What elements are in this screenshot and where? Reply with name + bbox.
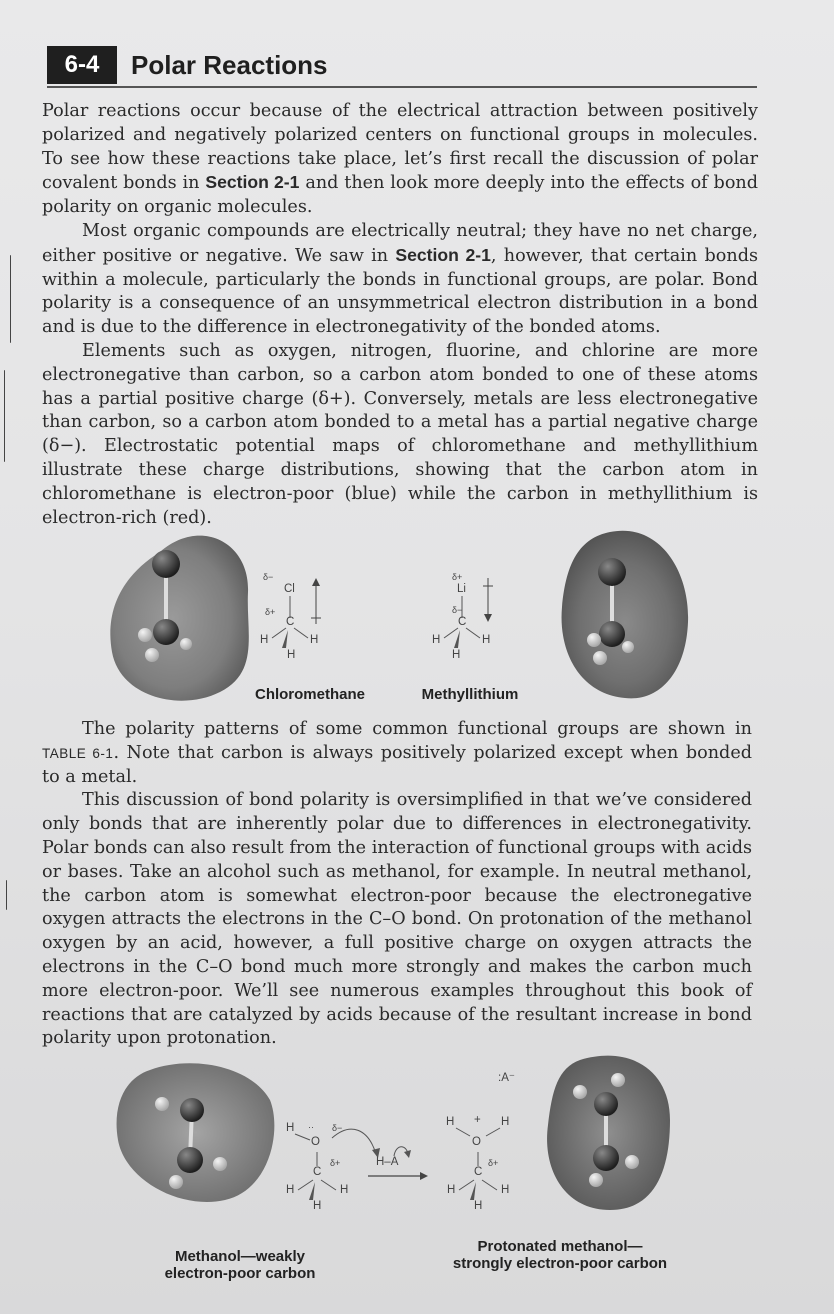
positive-charge: + — [474, 1114, 481, 1126]
section-reference[interactable]: Section 2-1 — [395, 244, 491, 265]
acid-label: H–A — [376, 1156, 399, 1168]
section-heading — [47, 44, 757, 88]
chlorine-atom-ball — [152, 550, 180, 578]
delta-minus-label: δ− — [332, 1123, 343, 1133]
hydrogen-symbol: H — [313, 1200, 322, 1212]
lone-pair-dots: ·· — [308, 1122, 314, 1132]
methanol-caption: Methanol—weakly electron-poor carbon — [164, 1248, 316, 1282]
chlorine-symbol: Cl — [284, 583, 295, 595]
hydrogen-symbol: H — [482, 634, 491, 646]
delta-minus-label: δ− — [263, 572, 274, 582]
section-title: Polar Reactions — [131, 50, 328, 80]
oxygen-symbol: O — [472, 1136, 481, 1148]
hydrogen-symbol: H — [501, 1184, 510, 1196]
carbon-atom-ball — [153, 619, 179, 645]
hydrogen-symbol: H — [310, 634, 319, 646]
hydrogen-symbol: H — [286, 1122, 295, 1134]
intro-text — [42, 100, 758, 530]
carbon-symbol: C — [286, 616, 295, 628]
section-number: 6-4 — [47, 46, 117, 84]
figure-polarity-maps-drawing — [100, 522, 740, 712]
oxygen-atom-ball — [180, 1098, 204, 1122]
hydrogen-symbol: H — [501, 1116, 510, 1128]
paragraph-4: The polarity patterns of some common functional groups are shown in TABLE 6-1. Note that carbon is always positively polarized except when bonded to a metal. — [42, 719, 752, 787]
hydrogen-symbol: H — [432, 634, 441, 646]
paragraph-2: Most organic compounds are electrically neutral; they have no net charge, either positive or negative. We saw in Section 2-1, however, that certain bonds within a molecule, particularly the bonds in functional groups, are polar. Bond polarity is a consequence of an unsymmetrical electron distribution in a bond and is due to the difference in electronegativity of the bonded atoms. — [42, 220, 758, 338]
hydrogen-symbol: H — [447, 1184, 456, 1196]
protonated-methanol-caption: Protonated methanol— strongly electron-poor carbon — [452, 1238, 668, 1272]
oxygen-symbol: O — [311, 1136, 320, 1148]
margin-bracket-mark — [10, 255, 11, 343]
section-reference[interactable]: Section 2-1 — [205, 172, 300, 193]
carbon-atom-ball — [177, 1147, 203, 1173]
delta-plus-label: δ+ — [330, 1158, 341, 1168]
methyllithium-potential-map — [562, 531, 689, 699]
carbon-atom-ball — [599, 621, 625, 647]
hydrogen-symbol: H — [340, 1184, 349, 1196]
figure-methanol-protonation — [110, 1040, 710, 1300]
figure-polarity-maps — [100, 522, 740, 712]
hydrogen-symbol: H — [286, 1184, 295, 1196]
delta-plus-label: δ+ — [452, 572, 463, 582]
delta-minus-label: δ− — [452, 605, 463, 615]
carbon-symbol: C — [313, 1166, 322, 1178]
hydrogen-symbol: H — [452, 649, 461, 661]
carbon-atom-ball — [593, 1145, 619, 1171]
conjugate-base-label: :A⁻ — [498, 1072, 515, 1084]
protonated-methanol-potential-map — [547, 1056, 670, 1210]
delta-plus-label: δ+ — [265, 607, 276, 617]
methyllithium-label: Methyllithium — [421, 686, 519, 703]
hydrogen-symbol: H — [474, 1200, 483, 1212]
methanol-discussion-text — [42, 718, 752, 1051]
margin-bracket-mark — [6, 880, 7, 910]
carbon-symbol: C — [458, 616, 467, 628]
delta-plus-label: δ+ — [488, 1158, 499, 1168]
lithium-symbol: Li — [457, 583, 466, 595]
table-reference[interactable]: TABLE 6-1 — [42, 745, 114, 761]
methanol-potential-map — [117, 1063, 275, 1202]
paragraph-1: Polar reactions occur because of the electrical attraction between positively polarized and negatively polarized centers on functional groups in molecules. To see how these reactions take place, let’s first recall the discussion of polar covalent bonds in Section 2-1 and then look more deeply into the effects of bond polarity on organic molecules. — [42, 101, 759, 218]
hydrogen-symbol: H — [446, 1116, 455, 1128]
figure-methanol-protonation-drawing — [110, 1040, 710, 1240]
chloromethane-potential-map — [110, 536, 248, 701]
chloromethane-label: Chloromethane — [254, 686, 365, 703]
oxygen-atom-ball — [594, 1092, 618, 1116]
lithium-atom-ball — [598, 558, 626, 586]
hydrogen-symbol: H — [287, 649, 296, 661]
carbon-symbol: C — [474, 1166, 483, 1178]
hydrogen-symbol: H — [260, 634, 269, 646]
paragraph-5: This discussion of bond polarity is oversimplified in that we’ve considered only bonds that are inherently polar due to differences in electronegativity. Polar bonds can also result from the interaction of functional groups with acids or bases. Take an alcohol such as methanol, for example. In neutral methanol, the carbon atom is somewhat electron-poor because the electronegative oxygen attracts the electrons in the C–O bond. On protonation of the methanol oxygen by an acid, however, a full positive charge on oxygen attracts the electrons in the C–O bond much more strongly and makes the carbon much more electron-poor. We’ll see numerous examples throughout this book of reactions that are catalyzed by acids because of the resultant increase in bond polarity upon protonation. — [42, 790, 752, 1049]
paragraph-3: Elements such as oxygen, nitrogen, fluorine, and chlorine are more electronegative than carbon, so a carbon atom bonded to one of these atoms has a partial positive charge (δ+). Conversely, metals are less electronegative than carbon, so a carbon atom bonded to a metal has a partial negative charge (δ−). Electrostatic potential maps of chloromethane and methyllithium illustrate these charge distributions, showing that the carbon atom in chloromethane is electron-poor (blue) while the carbon in methyllithium is electron-rich (red). — [42, 340, 758, 528]
margin-bracket-mark — [4, 370, 5, 462]
